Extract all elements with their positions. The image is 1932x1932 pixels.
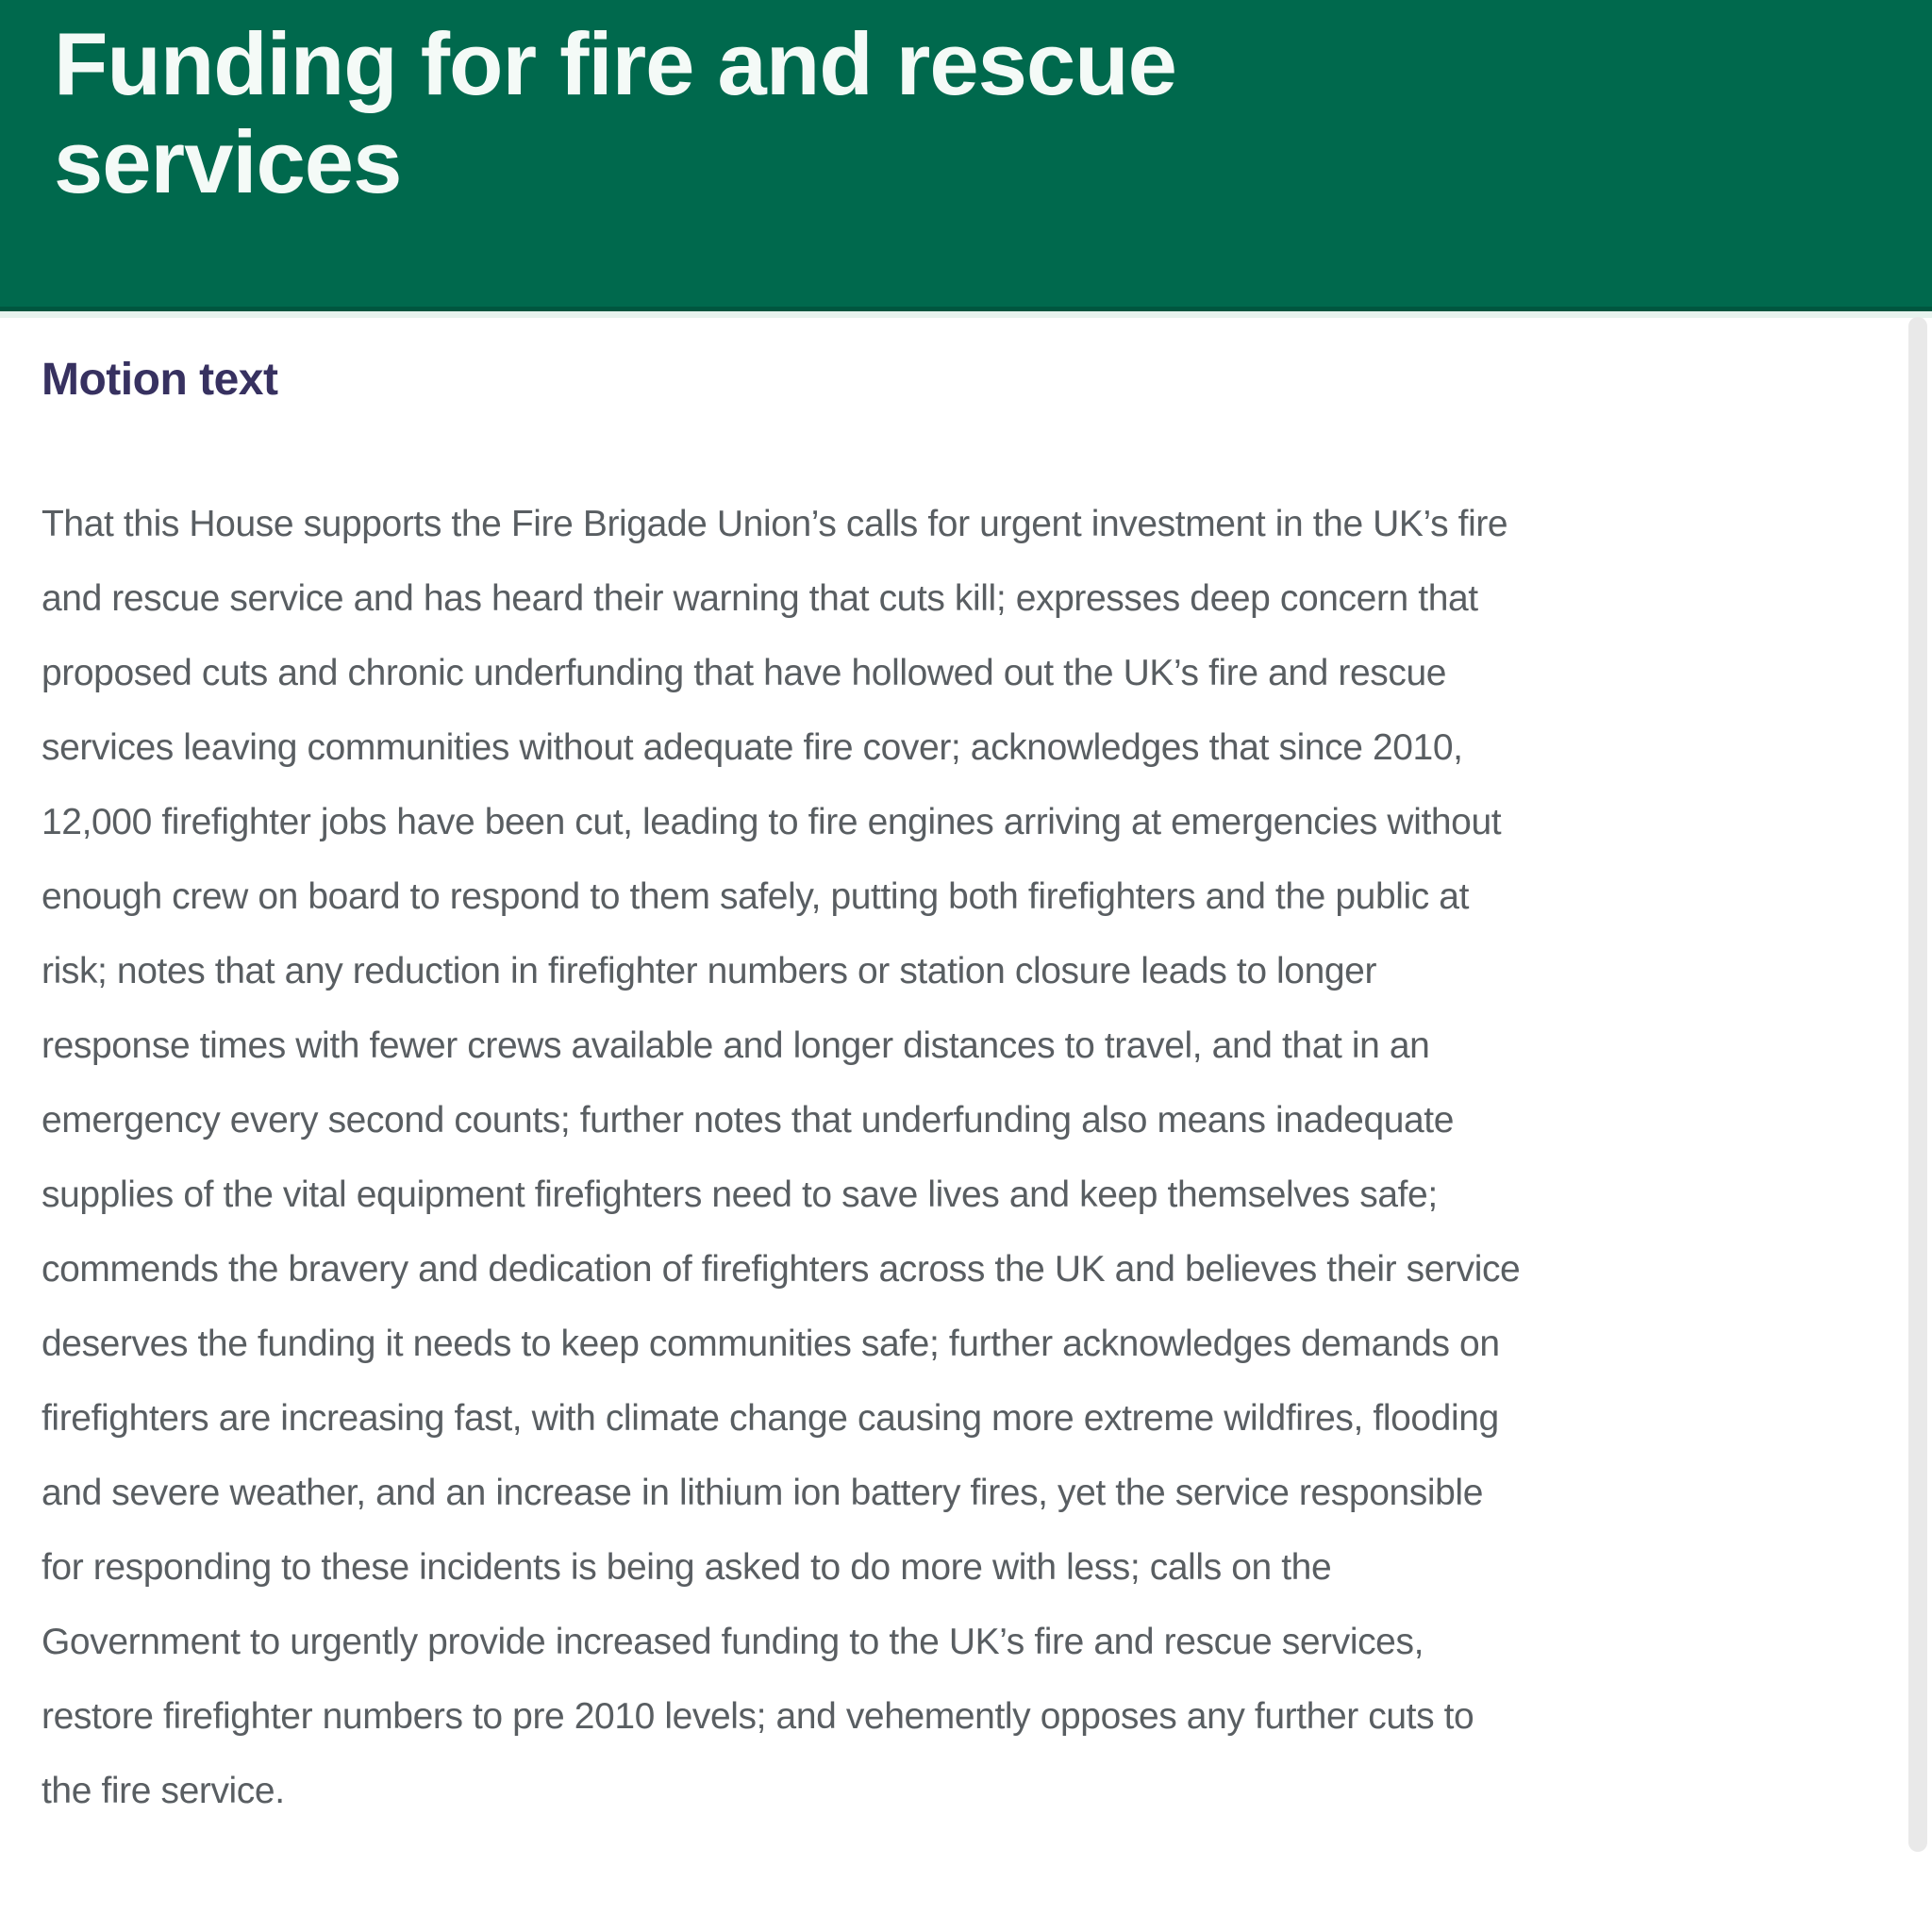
page-title-line-1: Funding for fire and rescue xyxy=(54,14,1176,113)
motion-text-paragraph: That this House supports the Fire Brigade Union’s calls for urgent investment in the UK’s fire and rescue service and has heard their warning that cuts kill; expresses deep concern that proposed cuts and chronic underfunding that have hollowed out the UK’s fire and rescue services leaving communities without adequate fire cover; acknowledges that since 2010, 12,000 firefighter jobs have been cut, leading to fire engines arriving at emergencies without enough crew on board to respond to them safely, putting both firefighters and the public at risk; notes that any reduction in firefighter numbers or station closure leads to longer response times with fewer crews available and longer distances to travel, and that in an emergency every second counts; further notes that underfunding also means inadequate supplies of the vital equipment firefighters need to save lives and keep themselves safe; commends the bravery and dedication of firefighters across the UK and believes their service deserves the funding it needs to keep communities safe; further acknowledges demands on firefighters are increasing fast, with climate change causing more extreme wildfires, flooding and severe weather, and an increase in lithium ion battery fires, yet the service responsible for responding to these incidents is being asked to do more with less; calls on the Government to urgently provide increased funding to the UK’s fire and rescue services, restore firefighter numbers to pre 2010 levels; and vehemently opposes any further cuts to the fire service. xyxy=(42,504,1521,1811)
page-title xyxy=(54,15,1875,211)
page-header-banner xyxy=(0,0,1932,311)
page-title-line-2: services xyxy=(54,112,402,211)
motion-text-heading: Motion text xyxy=(42,355,278,405)
scrollbar-thumb[interactable] xyxy=(1908,317,1927,1852)
motion-content xyxy=(0,354,1932,1828)
